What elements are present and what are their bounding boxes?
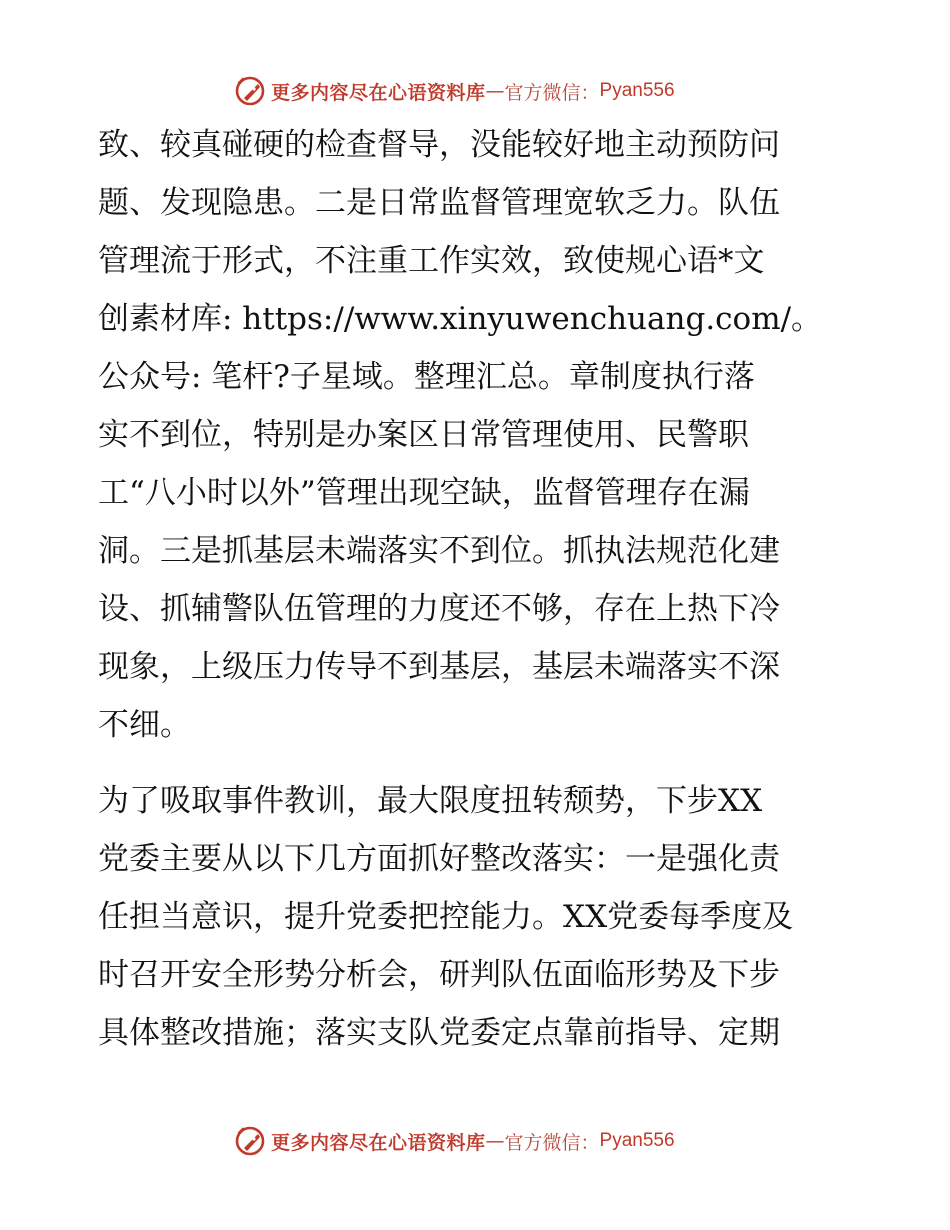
text-line: 任担当意识，提升党委把控能力。XX党委每季度及 xyxy=(98,899,794,935)
text-line: 时召开安全形势分析会，研判队伍面临形势及下步 xyxy=(98,957,780,993)
paragraph-1 xyxy=(98,116,888,754)
text-line: 不细。 xyxy=(98,707,191,743)
watermark-main-text: 更多内容尽在心语资料库 xyxy=(271,1131,486,1154)
watermark-wechat-id: Pyan556 xyxy=(599,1130,675,1151)
watermark-wechat-id: Pyan556 xyxy=(599,80,675,101)
text-line: 管理流于形式，不注重工作实效，致使规心语*文 xyxy=(98,243,765,279)
footer-watermark xyxy=(233,1124,675,1158)
text-line: 洞。三是抓基层未端落实不到位。抓执法规范化建 xyxy=(98,533,780,569)
pen-nib-logo-icon xyxy=(233,74,267,108)
header-watermark xyxy=(233,74,675,108)
text-line: 题、发现隐患。二是日常监督管理宽软乏力。队伍 xyxy=(98,185,780,221)
text-line: 具体整改措施；落实支队党委定点靠前指导、定期 xyxy=(98,1015,780,1051)
text-line: 现象，上级压力传导不到基层，基层未端落实不深 xyxy=(98,649,780,685)
watermark-wechat-label: 官方微信： xyxy=(504,81,600,104)
watermark-separator: — xyxy=(485,80,505,102)
watermark-separator: — xyxy=(485,1130,505,1152)
text-line: 设、抓辅警队伍管理的力度还不够，存在上热下冷 xyxy=(98,591,780,627)
pen-nib-logo-icon xyxy=(233,1124,267,1158)
text-line: 公众号: 笔杆?子星域。整理汇总。章制度执行落 xyxy=(98,359,755,395)
text-line: 创素材库: https://www.xinyuwenchuang.com/。 xyxy=(98,301,823,337)
watermark-main-text: 更多内容尽在心语资料库 xyxy=(271,81,486,104)
text-line: 致、较真碰硬的检查督导，没能较好地主动预防问 xyxy=(98,127,780,163)
text-line: 为了吸取事件教训，最大限度扭转颓势，下步XX xyxy=(98,783,763,819)
text-line: 党委主要从以下几方面抓好整改落实：一是强化责 xyxy=(98,841,780,877)
text-line: 实不到位，特别是办案区日常管理使用、民警职 xyxy=(98,417,749,453)
text-line: 工“八小时以外”管理出现空缺，监督管理存在漏 xyxy=(98,475,750,511)
watermark-wechat-label: 官方微信： xyxy=(504,1131,600,1154)
paragraph-2 xyxy=(98,772,888,1062)
